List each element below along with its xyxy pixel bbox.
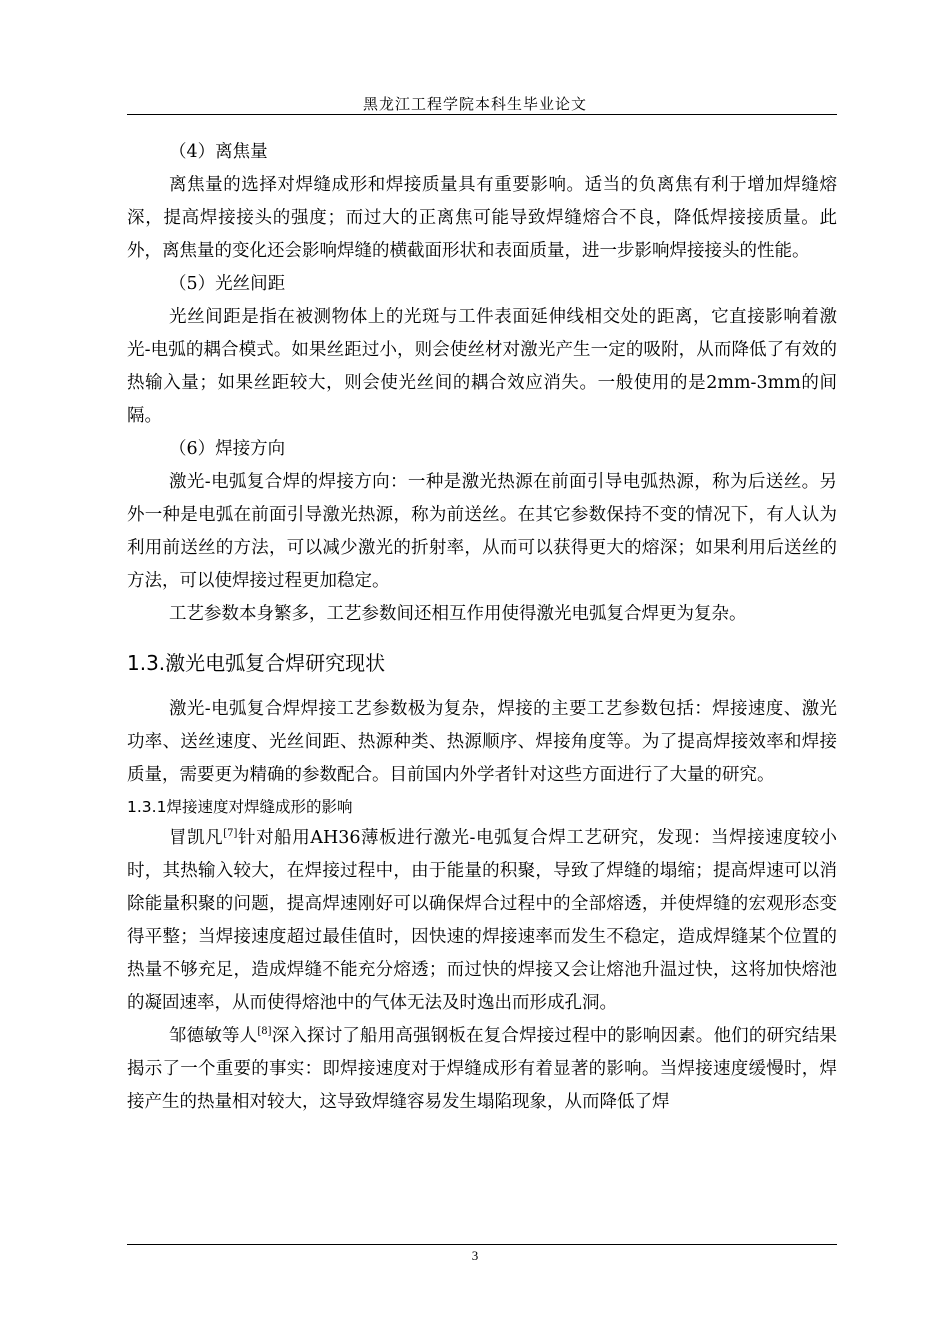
paragraph-defocus: 离焦量的选择对焊缝成形和焊接质量具有重要影响。适当的负离焦有利于增加焊缝熔深，提高焊接接头的强度；而过大的正离焦可能导致焊缝熔合不良，降低焊接接质量。此外，离焦量的变化还会影响焊缝的横截面形状和表面质量，进一步影响焊接接头的性能。 [127,175,837,261]
subheading-defocus: （4）离焦量 [169,142,268,162]
header-rule [127,114,837,115]
paragraph-zou-demin [127,1020,837,1119]
paragraph-text: 深入探讨了船用高强钢板在复合焊接过程中的影响因素。他们的研究结果揭示了一个重要的事实：即焊接速度对于焊缝成形有着显著的影响。当焊接速度缓慢时，焊接产生的热量相对较大，这导致焊缝容易发生塌陷现象，从而降低了焊 [127,1026,838,1112]
paragraph-wire-distance: 光丝间距是指在被测物体上的光斑与工件表面延伸线相交处的距离，它直接影响着激光-电弧的耦合模式。如果丝距过小，则会使丝材对激光产生一定的吸附，从而降低了有效的热输入量；如果丝距较大，则会使光丝间的耦合效应消失。一般使用的是2mm-3mm的间隔。 [127,307,837,426]
section-heading: 1.3.激光电弧复合焊研究现状 [127,651,386,675]
citation-ref: [8] [257,1026,272,1038]
subheading-wire-distance: （5）光丝间距 [169,274,286,294]
page-number: 3 [471,1248,479,1263]
author-name: 邹德敏等人 [169,1026,258,1046]
paragraph-welding-direction: 激光-电弧复合焊的焊接方向：一种是激光热源在前面引导电弧热源，称为后送丝。另外一种是电弧在前面引导激光热源，称为前送丝。在其它参数保持不变的情况下，有人认为利用前送丝的方法，可以减少激光的折射率，从而可以获得更大的熔深；如果利用后送丝的方法，可以使焊接过程更加稳定。 [127,472,837,591]
paragraph-process-parameters: 激光-电弧复合焊焊接工艺参数极为复杂，焊接的主要工艺参数包括：焊接速度、激光功率、送丝速度、光丝间距、热源种类、热源顺序、焊接角度等。为了提高焊接效率和焊接质量，需要更为精确的参数配合。目前国内外学者针对这些方面进行了大量的研究。 [127,699,837,785]
citation-ref: [7] [223,828,238,840]
subheading-welding-direction: （6）焊接方向 [169,439,286,459]
paragraph-complexity: 工艺参数本身繁多，工艺参数间还相互作用使得激光电弧复合焊更为复杂。 [169,604,747,624]
author-name: 冒凯凡 [169,828,224,848]
paragraph-text: 针对船用AH36薄板进行激光-电弧复合焊工艺研究，发现：当焊接速度较小时，其热输入较大，在焊接过程中，由于能量的积聚，导致了焊缝的塌缩；提高焊速可以消除能量积聚的问题，提高焊速刚好可以确保焊合过程中的全部熔透，并使焊缝的宏观形态变得平整；当焊接速度超过最佳值时，因快速的焊接速率而发生不稳定，造成焊缝某个位置的热量不够充足，造成焊缝不能充分熔透；而过快的焊接又会让熔池升温过快，这将加快熔池的凝固速率，从而使得熔池中的气体无法及时逸出而形成孔洞。 [127,828,838,1013]
footer-rule [127,1244,837,1245]
paragraph-mao-kaifan [127,822,837,1020]
document-body [127,136,837,1119]
subsection-heading: 1.3.1焊接速度对焊缝成形的影响 [127,798,353,816]
page-header-title: 黑龙江工程学院本科生毕业论文 [362,95,587,113]
